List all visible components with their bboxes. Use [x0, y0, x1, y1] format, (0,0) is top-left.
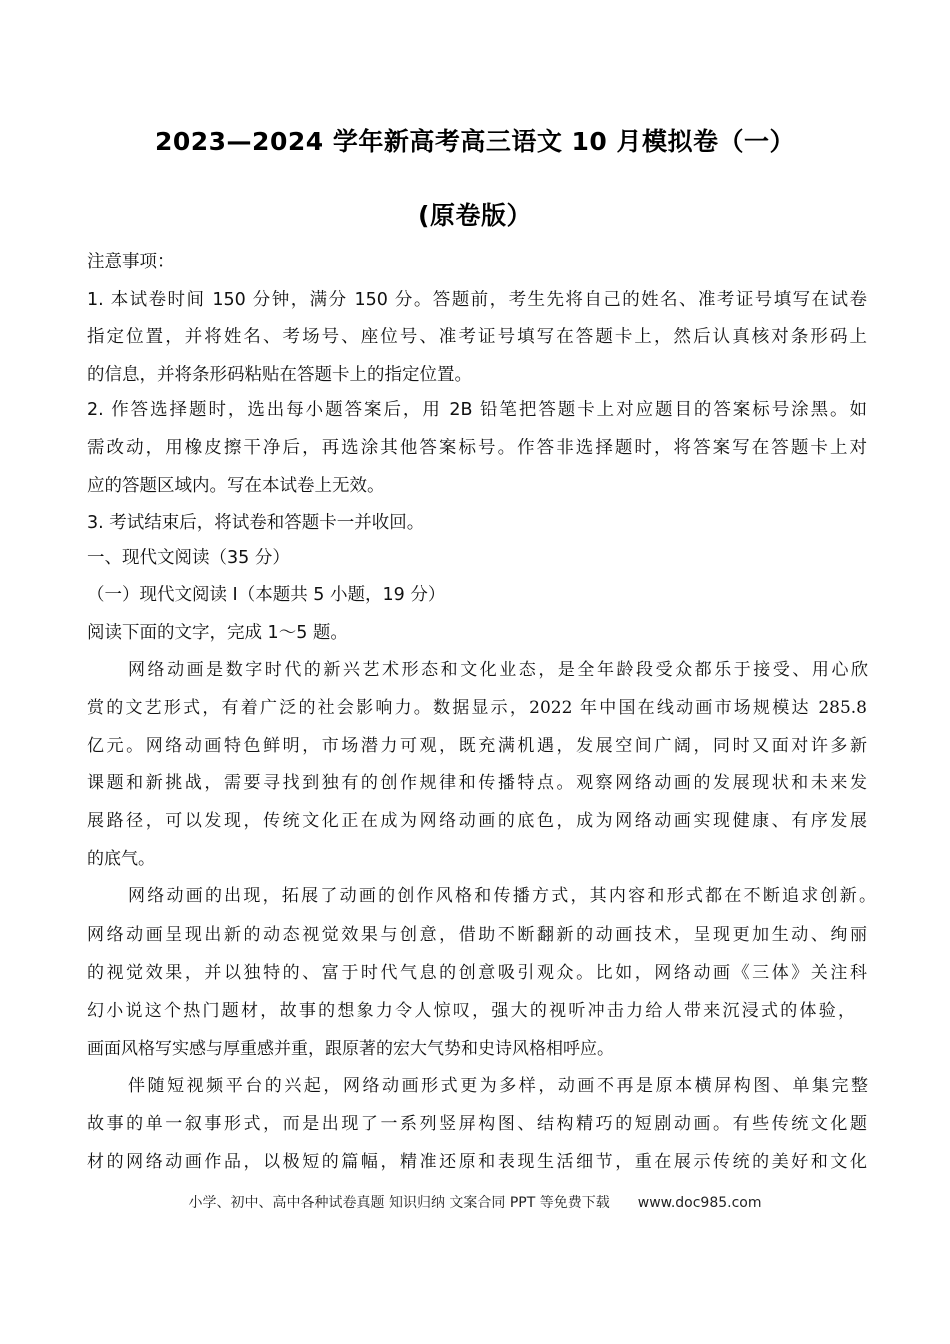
paragraph-line: 的视觉效果，并以独特的、富于时代气息的创意吸引观众。比如，网络动画《三体》关注科 [87, 963, 867, 983]
notice-line: 指定位置，并将姓名、考场号、座位号、准考证号填写在答题卡上，然后认真核对条形码上 [87, 327, 867, 347]
subsection-heading: （一）现代文阅读 I（本题共 5 小题，19 分） [87, 585, 446, 605]
paragraph-line: 伴随短视频平台的兴起，网络动画形式更为多样，动画不再是原本横屏构图、单集完整 [128, 1076, 868, 1096]
paragraph-line: 网络动画是数字时代的新兴艺术形态和文化业态，是全年龄段受众都乐于接受、用心欣 [128, 660, 868, 680]
paragraph-line: 幻小说这个热门题材，故事的想象力令人惊叹，强大的视听冲击力给人带来沉浸式的体验， [87, 1001, 855, 1021]
notice-heading: 注意事项： [87, 252, 175, 272]
notice-line: 需改动，用橡皮擦干净后，再选涂其他答案标号。作答非选择题时，将答案写在答题卡上对 [87, 438, 867, 458]
paragraph-line: 赏的文艺形式，有着广泛的社会影响力。数据显示，2022 年中国在线动画市场规模达 285.8 [87, 698, 867, 718]
paragraph-line: 亿元。网络动画特色鲜明，市场潜力可观，既充满机遇，发展空间广阔，同时又面对许多新 [87, 736, 867, 756]
paragraph-line: 展路径，可以发现，传统文化正在成为网络动画的底色，成为网络动画实现健康、有序发展 [87, 811, 867, 831]
page-footer [0, 1192, 950, 1212]
paragraph-line: 课题和新挑战，需要寻找到独有的创作规律和传播特点。观察网络动画的发展现状和未来发 [87, 773, 867, 793]
page-title: 2023—2024 学年新高考高三语文 10 月模拟卷（一） [154, 127, 796, 156]
notice-line: 2. 作答选择题时，选出每小题答案后，用 2B 铅笔把答题卡上对应题目的答案标号涂黑。如 [87, 400, 867, 420]
notice-line: 1. 本试卷时间 150 分钟，满分 150 分。答题前，考生先将自己的姓名、准考证号填写在试卷 [87, 290, 867, 310]
paragraph-line: 画面风格写实感与厚重感并重，跟原著的宏大气势和史诗风格相呼应。 [87, 1039, 614, 1059]
notice-line: 应的答题区域内。写在本试卷上无效。 [87, 476, 385, 496]
paragraph-line: 的底气。 [87, 849, 155, 869]
notice-line: 的信息，并将条形码粘贴在答题卡上的指定位置。 [87, 365, 472, 385]
paragraph-line: 故事的单一叙事形式，而是出现了一系列竖屏构图、结构精巧的短剧动画。有些传统文化题 [87, 1114, 867, 1134]
notice-line: 3. 考试结束后，将试卷和答题卡一并收回。 [87, 513, 425, 533]
section-heading: 一、现代文阅读（35 分） [87, 548, 290, 568]
reading-instruction: 阅读下面的文字，完成 1～5 题。 [87, 623, 348, 643]
paragraph-line: 网络动画呈现出新的动态视觉效果与创意，借助不断翻新的动画技术，呈现更加生动、绚丽 [87, 925, 867, 945]
paragraph-line: 材的网络动画作品，以极短的篇幅，精准还原和表现生活细节，重在展示传统的美好和文化 [87, 1152, 867, 1172]
footer-site-link[interactable]: www.doc985.com [637, 1195, 762, 1211]
paragraph-line: 网络动画的出现，拓展了动画的创作风格和传播方式，其内容和形式都在不断追求创新。 [128, 886, 876, 906]
footer-text: 小学、初中、高中各种试卷真题 知识归纳 文案合同 PPT 等免费下载 [188, 1195, 610, 1211]
page-subtitle: (原卷版） [418, 201, 532, 230]
